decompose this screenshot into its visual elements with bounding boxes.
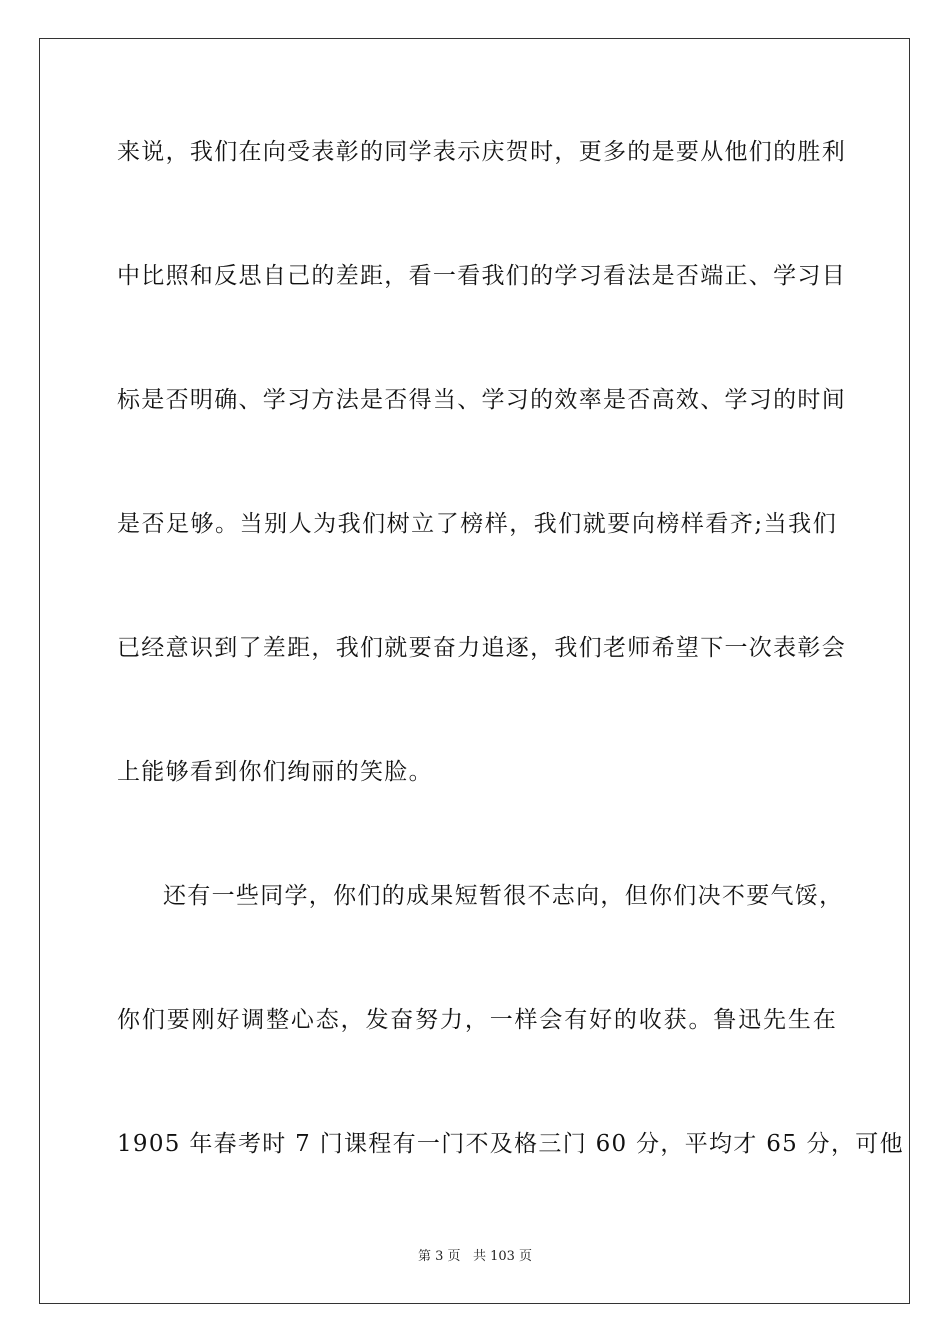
body-line-3: 标是否明确、学习方法是否得当、学习的效率是否高效、学习的时间 <box>117 387 846 413</box>
page-total: 共 103 页 <box>472 1249 533 1264</box>
body-line-2: 中比照和反思自己的差距，看一看我们的学习看法是否端正、学习目 <box>117 263 846 289</box>
body-line-4: 是否足够。当别人为我们树立了榜样，我们就要向榜样看齐;当我们 <box>117 511 837 537</box>
body-line-8: 你们要刚好调整心态，发奋努力，一样会有好的收获。鲁迅先生在 <box>117 1007 837 1033</box>
body-line-5: 已经意识到了差距，我们就要奋力追逐，我们老师希望下一次表彰会 <box>117 635 846 661</box>
body-line-6: 上能够看到你们绚丽的笑脸。 <box>117 759 433 785</box>
page-footer <box>0 1248 950 1266</box>
body-line-9: 1905 年春考时 7 门课程有一门不及格三门 60 分，平均才 65 分，可他 <box>117 1131 904 1157</box>
page-number: 第 3 页 <box>417 1249 461 1264</box>
paragraph-start-line: 还有一些同学，你们的成果短暂很不志向，但你们决不要气馁， <box>163 883 844 909</box>
body-line-1: 来说，我们在向受表彰的同学表示庆贺时，更多的是要从他们的胜利 <box>117 139 846 165</box>
page-border <box>39 38 910 1304</box>
